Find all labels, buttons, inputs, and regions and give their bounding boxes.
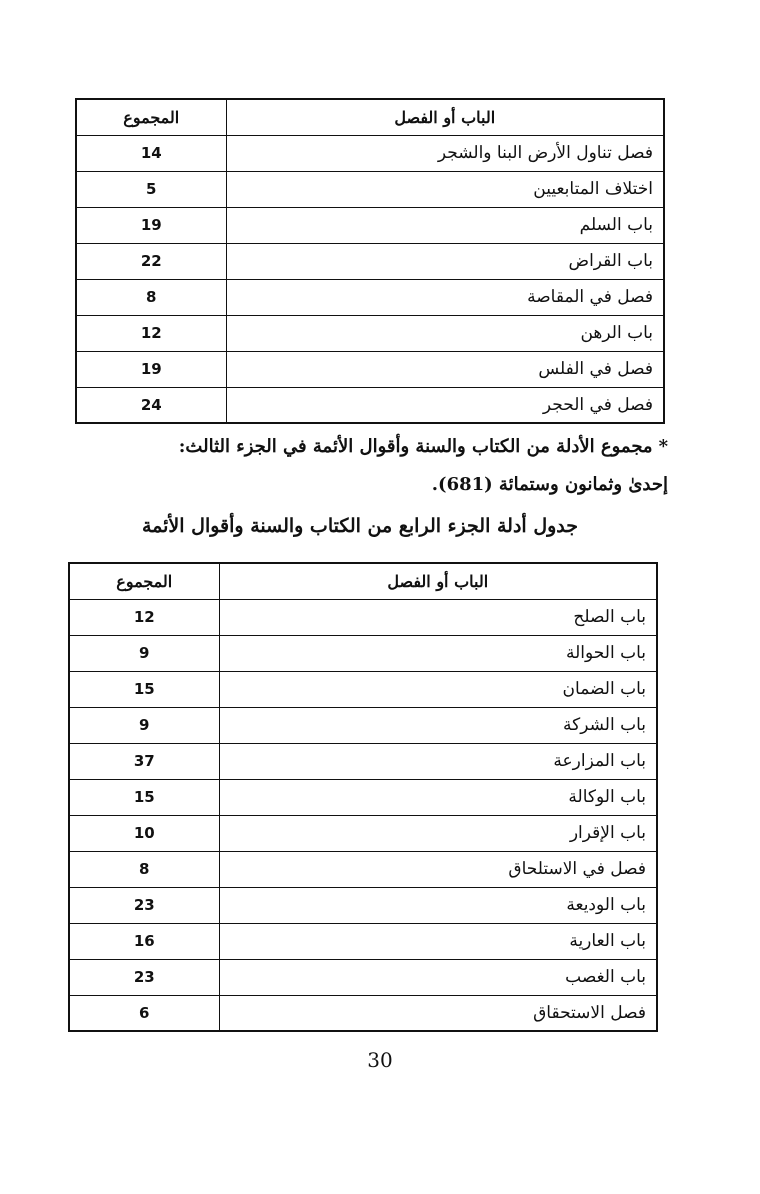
table-row [76,243,664,279]
chapter-name: باب الشركة [219,707,657,743]
chapter-total: 14 [76,135,226,171]
chapter-name: فصل في الاستلحاق [219,851,657,887]
chapter-total: 8 [69,851,219,887]
chapter-total: 5 [76,171,226,207]
table-row [69,887,657,923]
table-row [69,779,657,815]
chapter-total: 12 [76,315,226,351]
table-row [76,351,664,387]
chapter-name: فصل في المقاصة [226,279,664,315]
chapter-name: باب العارية [219,923,657,959]
table-row [69,923,657,959]
summary-line-1: *مجموع الأدلة من الكتاب والسنة وأقوال الأئمة في الجزء الثالث: [178,436,668,457]
chapter-name: فصل في الحجر [226,387,664,423]
chapter-total: 23 [69,959,219,995]
evidence-table-part3 [75,98,665,424]
table-row [69,851,657,887]
table-row [69,815,657,851]
note-marker: * [658,436,668,457]
header-total: المجموع [69,563,219,599]
table-header-row [76,99,664,135]
chapter-name: باب الرهن [226,315,664,351]
chapter-total: 8 [76,279,226,315]
table-row [69,995,657,1031]
evidence-table-part4 [68,562,658,1032]
chapter-total: 24 [76,387,226,423]
chapter-total: 16 [69,923,219,959]
table-row [69,671,657,707]
table-row [69,599,657,635]
header-total: المجموع [76,99,226,135]
chapter-name: فصل في الفلس [226,351,664,387]
table-row [69,959,657,995]
chapter-name: باب السلم [226,207,664,243]
section-title: جدول أدلة الجزء الرابع من الكتاب والسنة وأقوال الأئمة [141,515,579,537]
chapter-total: 6 [69,995,219,1031]
chapter-name: باب الصلح [219,599,657,635]
chapter-name: باب القراض [226,243,664,279]
table-row [76,315,664,351]
chapter-name: باب الوديعة [219,887,657,923]
chapter-total: 19 [76,351,226,387]
chapter-total: 15 [69,671,219,707]
chapter-name: باب الوكالة [219,779,657,815]
chapter-name: فصل تناول الأرض البنا والشجر [226,135,664,171]
table-header-row [69,563,657,599]
chapter-name: باب الضمان [219,671,657,707]
table-row [69,707,657,743]
chapter-total: 37 [69,743,219,779]
table-row [69,635,657,671]
table-row [76,279,664,315]
chapter-name: باب الحوالة [219,635,657,671]
table-row [76,135,664,171]
chapter-total: 12 [69,599,219,635]
table-row [76,171,664,207]
chapter-total: 22 [76,243,226,279]
chapter-total: 23 [69,887,219,923]
chapter-name: باب المزارعة [219,743,657,779]
table-row [76,207,664,243]
chapter-name: اختلاف المتابعيين [226,171,664,207]
header-chapter: الباب أو الفصل [219,563,657,599]
table-row [69,743,657,779]
chapter-total: 9 [69,707,219,743]
chapter-total: 9 [69,635,219,671]
table-row [76,387,664,423]
chapter-total: 10 [69,815,219,851]
page-number: 30 [367,1048,393,1072]
summary-line-2: إحدىٰ وثمانون وستمائة (681). [431,474,668,495]
chapter-total: 19 [76,207,226,243]
chapter-name: باب الإقرار [219,815,657,851]
chapter-total: 15 [69,779,219,815]
chapter-name: فصل الاستحقاق [219,995,657,1031]
summary-note [70,428,668,504]
chapter-name: باب الغصب [219,959,657,995]
header-chapter: الباب أو الفصل [226,99,664,135]
